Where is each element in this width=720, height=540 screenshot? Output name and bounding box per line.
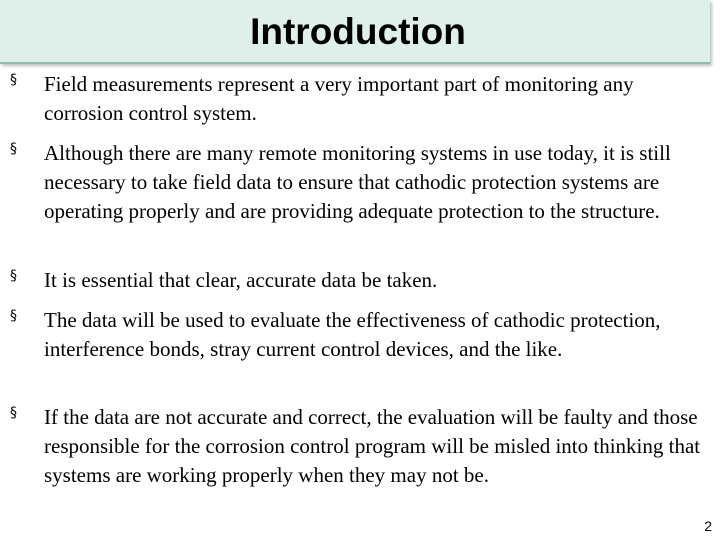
bullet-text: It is essential that clear, accurate data be taken.	[44, 268, 438, 292]
bullet-text: The data will be used to evaluate the effectiveness of cathodic protection, interference bonds, stray current control devices, and the like.	[44, 308, 661, 361]
slide-title: Introduction	[250, 11, 466, 52]
bullet-text: If the data are not accurate and correct, the evaluation will be faulty and those responsible for the corrosion control program will be misled into thinking that systems are working properly when they may not be.	[44, 405, 701, 487]
bullet-marker: §	[10, 72, 17, 88]
bullet-text: Although there are many remote monitoring systems in use today, it is still necessary to take field data to ensure that cathodic protection systems are operating properly and are providing adequate protection to the structure.	[44, 141, 671, 223]
bullet-marker: §	[10, 308, 17, 324]
bullet-marker: §	[10, 141, 17, 157]
bullet-marker: §	[10, 268, 17, 284]
bullet-text: Field measurements represent a very important part of monitoring any corrosion control system.	[44, 72, 634, 125]
page-number: 2	[704, 518, 712, 534]
bullet-marker: §	[10, 405, 17, 421]
